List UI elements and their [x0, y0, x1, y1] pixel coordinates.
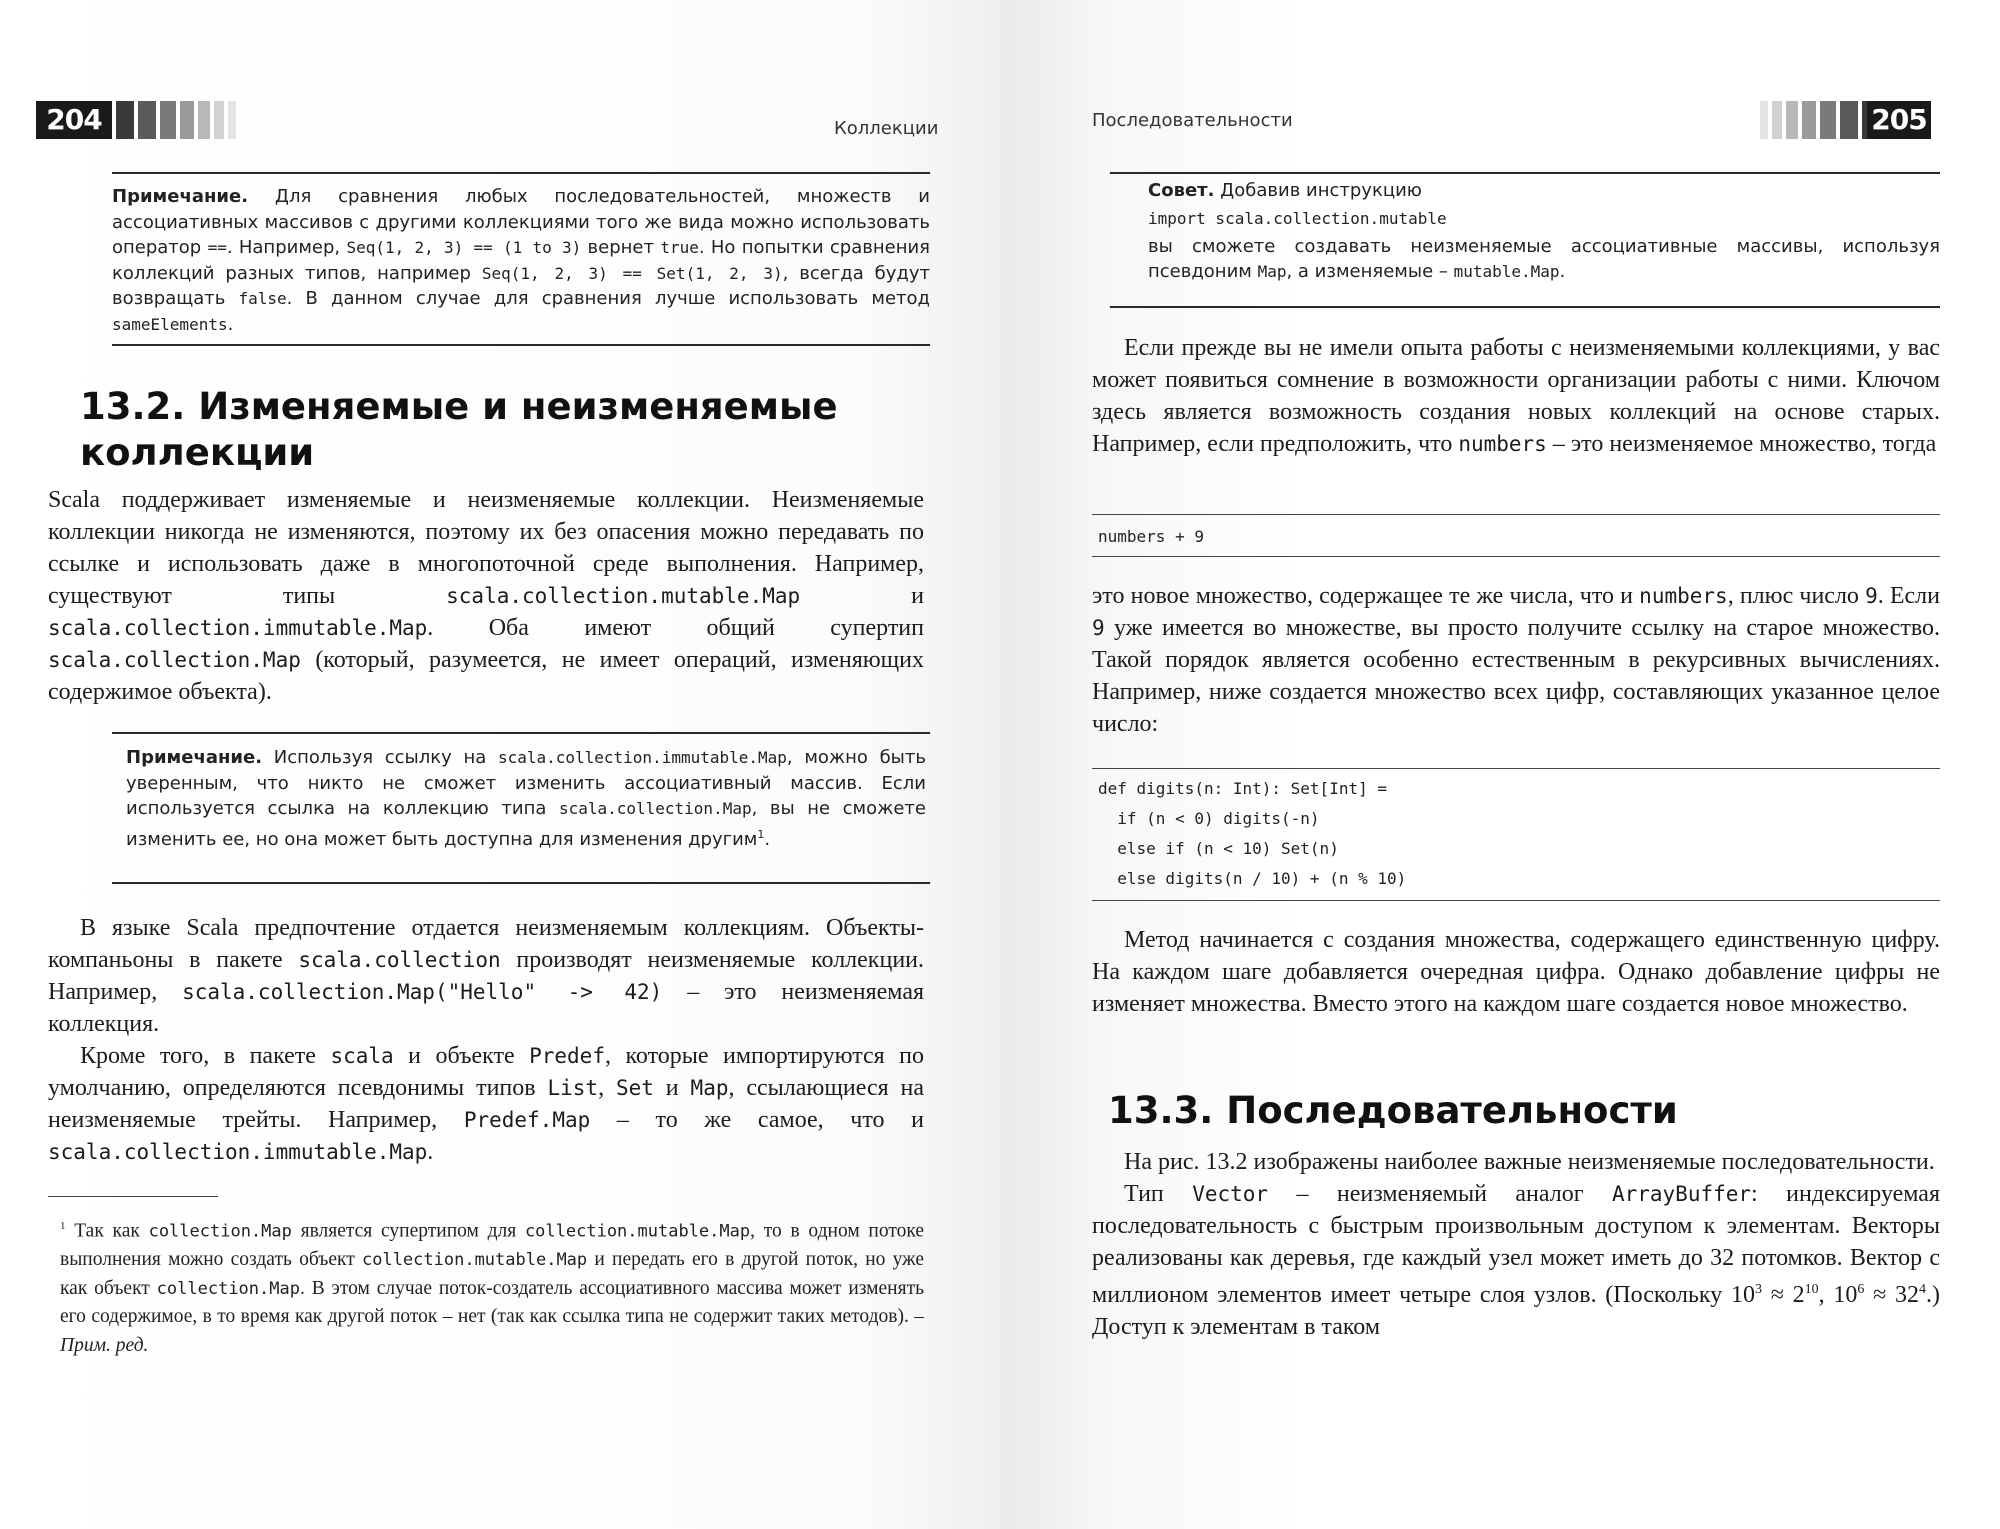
paragraph-method-description: [1092, 924, 1940, 1020]
note-label: Примечание.: [126, 747, 263, 768]
running-head-right: Последовательности: [1092, 110, 1293, 131]
paragraph: Если прежде вы не имели опыта работы с неизменяемыми коллекциями, у вас может появиться сомнение в возможности организации работы с ними. Ключом здесь является возможность создания новых коллекций на основе старых. Например, если предположить, что numbers – это неизменяемое множество, тогда: [1092, 335, 1940, 457]
tip-label: Совет.: [1148, 180, 1215, 201]
paragraphs-sequences: [1092, 1146, 1940, 1343]
footnote-separator: [48, 1196, 218, 1197]
paragraph: Scala поддерживает изменяемые и неизменяемые коллекции. Неизменяемые коллекции никогда не изменяются, поэтому их без опасения можно передавать по ссылке и использовать даже в многопоточной среде выполнения. Например, существуют типы scala.collection.mutable.Map и scala.collection.immutable.Map. Оба имеют общий супертип scala.collection.Map (который, разумеется, не имеет операций, изменяющих содержимое объекта).: [48, 487, 925, 705]
page-number-right: 205: [1867, 101, 1931, 139]
paragraph: Кроме того, в пакете scala и объекте Predef, которые импортируются по умолчанию, определяются псевдонимы типов List, Set и Map, ссылающиеся на неизменяемые трейты. Например, Predef.Map – то же самое, что и scala.collection.immutable.Map.: [48, 1043, 925, 1165]
code-line: if (n < 0) digits(-n): [1098, 809, 1320, 828]
paragraphs-immutable-preference: [48, 912, 924, 1168]
section-heading-13-2: 13.2. Изменяемые и неизменяемые коллекции: [80, 385, 838, 474]
paragraph-new-set: [1092, 580, 1940, 740]
paragraph: Метод начинается с создания множества, содержащего единственную цифру. На каждом шаге добавляется очередная цифра. Однако добавление цифры не изменяет множества. Вместо этого на каждом шаге создается новое множество.: [1092, 927, 1940, 1017]
code2-rule-bottom: [1092, 900, 1940, 901]
note2-rule-top: [112, 732, 930, 734]
note-label: Примечание.: [112, 186, 249, 207]
note-rule-bottom: [112, 344, 930, 346]
running-head-left: Коллекции: [834, 118, 939, 139]
header-decoration-right: [1760, 101, 1880, 139]
tip-code: import scala.collection.mutable: [1148, 208, 1447, 228]
page-number-left: 204: [36, 101, 112, 139]
code1-rule-bottom: [1092, 556, 1940, 557]
code2-rule-top: [1092, 768, 1940, 769]
tip-import-mutable: Совет. Добавив инструкцию import scala.collection.mutable вы сможете создавать неизменяемые ассоциативные массивы, используя псевдоним Map, а изменяемые – mutable.Map.: [1148, 180, 1940, 282]
footnote-1: $^1$ Так как collection.Map является супертипом для collection.mutable.Map, то в одном потоке выполнения можно создать объект collection.mutable.Map и передать его в другой поток, но уже как объект collection.Map. В этом случае поток-создатель ассоциативного массива может изменять его содержимое, в то время как другой поток – нет (так как ссылка типа не содержит таких методов). – Прим. ред.: [60, 1220, 924, 1356]
code1-rule-top: [1092, 514, 1940, 515]
code-line: else digits(n / 10) + (n % 10): [1098, 869, 1407, 888]
note-rule-top: [112, 172, 930, 174]
note-equality: Примечание. Для сравнения любых последовательностей, множеств и ассоциативных массивов с другими коллекциями того же вида можно использовать оператор ==. Например, Seq(1, 2, 3) == (1 to 3) вернет true. Но попытки сравнения коллекций разных типов, например Seq(1, 2, 3) == Set(1, 2, 3), всегда будут возвращать false. В данном случае для сравнения лучше использовать метод sameElements.: [112, 186, 931, 335]
tip-rule-top: [1110, 172, 1940, 174]
paragraph: это новое множество, содержащее те же числа, что и numbers, плюс число 9. Если 9 уже имеется во множестве, вы просто получите ссылку на старое множество. Такой порядок является особенно естественным в рекурсивных вычислениях. Например, ниже создается множество всех цифр, составляющих указанное целое число:: [1092, 583, 1940, 737]
tip-rule-bottom: [1110, 306, 1940, 308]
paragraph-new-collections: [1092, 332, 1940, 460]
paragraph: В языке Scala предпочтение отдается неизменяемым коллекциям. Объекты-компаньоны в пакете scala.collection производят неизменяемые коллекции. Например, scala.collection.Map("Hello" -> 42) – это неизменяемая коллекция.: [48, 915, 925, 1037]
code-line: else if (n < 10) Set(n): [1098, 839, 1339, 858]
note2-rule-bottom: [112, 882, 930, 884]
header-decoration-left: [116, 101, 236, 139]
code-numbers-plus-9: numbers + 9: [1098, 527, 1204, 546]
note-immutable-reference: Примечание. Используя ссылку на scala.collection.immutable.Map, можно быть уверенным, что никто не сможет изменить ассоциативный массив. Если используется ссылка на коллекцию типа scala.collection.Map, вы не сможете изменить ее, но она может быть доступна для изменения другим$^1$.: [126, 747, 926, 850]
paragraph-mutable-immutable: [48, 484, 924, 708]
section-heading-13-3: 13.3. Последовательности: [1108, 1089, 1678, 1132]
paragraph: На рис. 13.2 изображены наиболее важные неизменяемые последовательности.: [1124, 1149, 1935, 1175]
code-line: def digits(n: Int): Set[Int] =: [1098, 779, 1387, 798]
right-page: [1000, 0, 2000, 1529]
paragraph: Тип Vector – неизменяемый аналог ArrayBuffer: индексируемая последовательность с быстрым произвольным доступом к элементам. Векторы реализованы как деревья, где каждый узел может иметь до 32 потомков. Вектор с миллионом элементов имеет четыре слоя узлов. (Поскольку $10^3 \approx 2^{10}$, $10^6 \approx 32^4$.) Доступ к элементам в таком: [1092, 1181, 1940, 1340]
code-digits: [1098, 774, 1406, 894]
